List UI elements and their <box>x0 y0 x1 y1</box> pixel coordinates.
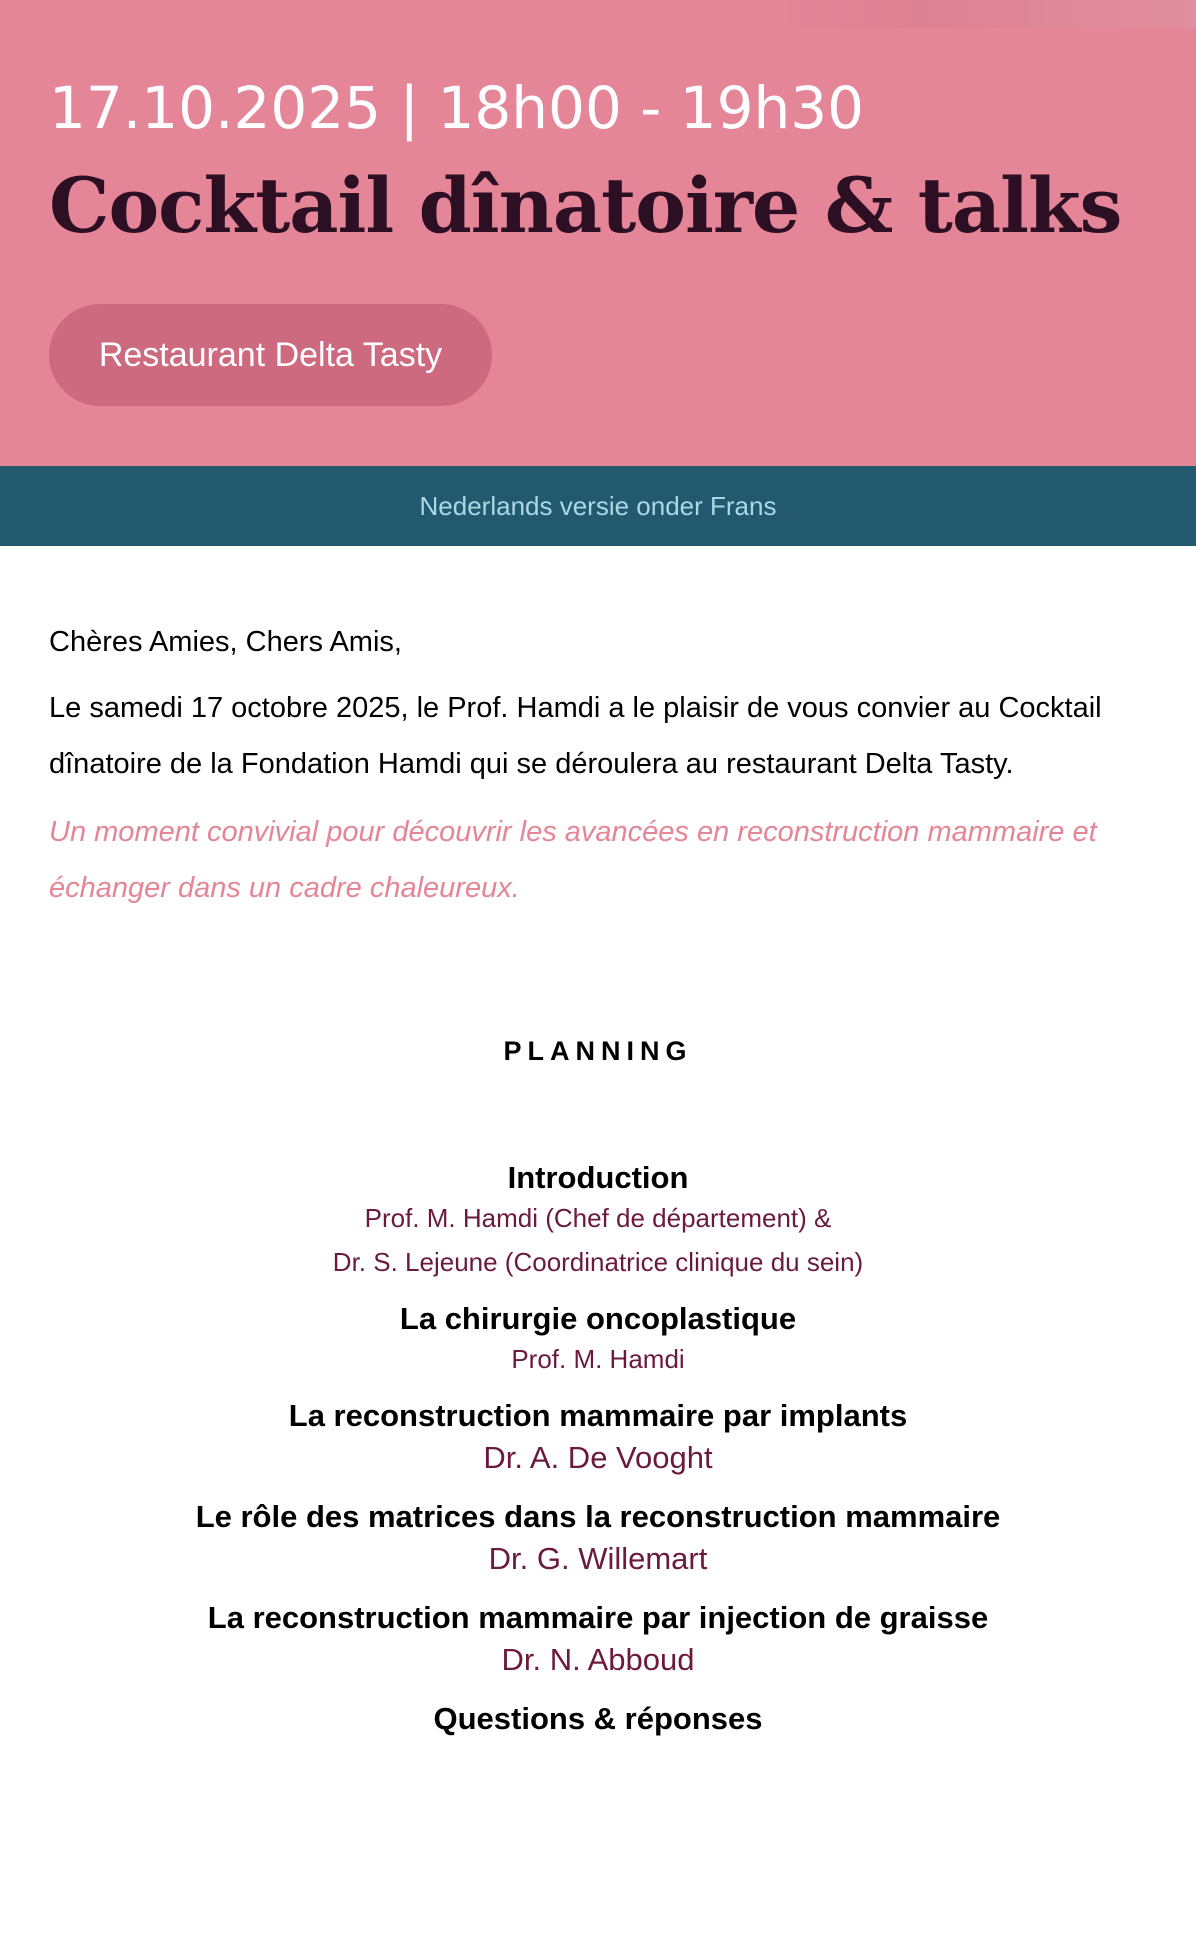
session-title: Introduction <box>507 1160 689 1195</box>
session-title: La reconstruction mammaire par implants <box>288 1398 908 1433</box>
session-speaker: Dr. N. Abboud <box>501 1642 695 1677</box>
tagline: Un moment convivial pour découvrir les avancées en reconstruction mammaire et échanger dans un cadre chaleureux. <box>49 816 1097 904</box>
session-item <box>49 1160 1147 1284</box>
venue-button[interactable]: Restaurant Delta Tasty <box>49 304 492 406</box>
hero-banner <box>0 0 1196 466</box>
session-title: La chirurgie oncoplastique <box>399 1301 797 1336</box>
language-notice-bar: Nederlands versie onder Frans <box>0 466 1196 546</box>
session-title: La reconstruction mammaire par injection de graisse <box>207 1600 989 1635</box>
greeting: Chères Amies, Chers Amis, <box>49 626 402 658</box>
session-item <box>49 1600 1147 1684</box>
session-title: Questions & réponses <box>433 1701 763 1736</box>
session-item <box>49 1499 1147 1583</box>
event-title: Cocktail dînatoire & talks <box>49 161 1122 250</box>
session-speaker: Prof. M. Hamdi <box>511 1344 685 1374</box>
email-body <box>0 546 1196 1737</box>
session-speaker: Dr. G. Willemart <box>488 1541 708 1576</box>
intro-paragraph: Le samedi 17 octobre 2025, le Prof. Hamdi a le plaisir de vous convier au Cocktail dînatoire de la Fondation Hamdi qui se déroulera au restaurant Delta Tasty. <box>49 692 1102 780</box>
session-item <box>49 1701 1147 1737</box>
program-list <box>49 1160 1147 1737</box>
session-title: Le rôle des matrices dans la reconstruction mammaire <box>195 1499 1001 1534</box>
session-speaker: Dr. S. Lejeune (Coordinatrice clinique du sein) <box>332 1247 864 1277</box>
hero-top-shade <box>776 0 1196 28</box>
session-speaker: Dr. A. De Vooght <box>483 1440 713 1475</box>
session-item <box>49 1398 1147 1482</box>
planning-heading: PLANNING <box>503 1036 693 1066</box>
event-date-time: 17.10.2025 | 18h00 - 19h30 <box>49 74 865 142</box>
session-speaker: Prof. M. Hamdi (Chef de département) & <box>364 1203 832 1233</box>
session-item <box>49 1301 1147 1381</box>
